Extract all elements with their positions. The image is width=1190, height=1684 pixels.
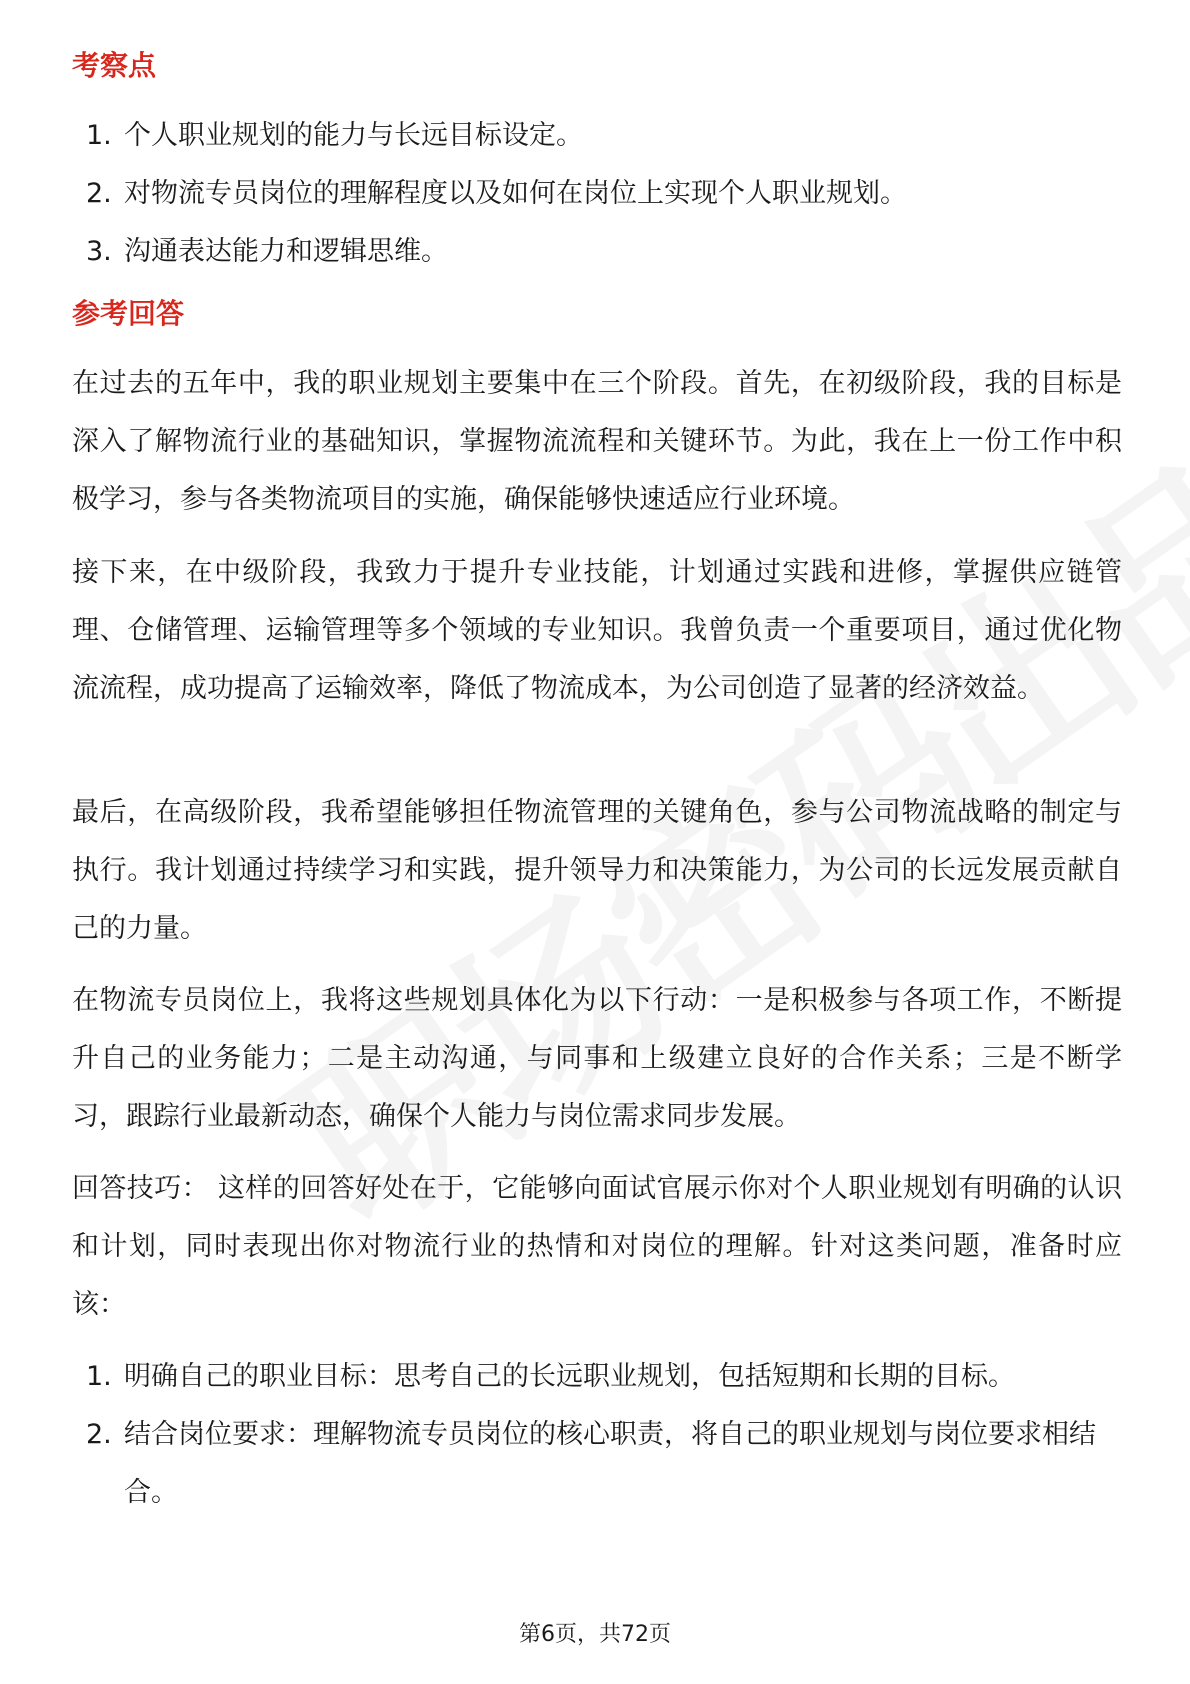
list-item: 2. 对物流专员岗位的理解程度以及如何在岗位上实现个人职业规划。 — [86, 178, 907, 209]
section-title-focus: 考察点 — [72, 49, 157, 82]
answer-paragraph-1: 在过去的五年中，我的职业规划主要集中在三个阶段。首先，在初级阶段，我的目标是深入了解物流行业的基础知识，掌握物流流程和关键环节。为此，我在上一份工作中积极学习，参与各类物流项目的实施，确保能够快速适应行业环境。 — [72, 368, 1122, 515]
focus-points-list — [72, 107, 1122, 281]
page-number: 第6页，共72页 — [519, 1622, 671, 1647]
answer-tips-intro: 回答技巧： 这样的回答好处在于，它能够向面试官展示你对个人职业规划有明确的认识和计划，同时表现出你对物流行业的热情和对岗位的理解。针对这类问题，准备时应该： — [72, 1173, 1122, 1320]
answer-paragraph-4: 在物流专员岗位上，我将这些规划具体化为以下行动：一是积极参与各项工作，不断提升自己的业务能力；二是主动沟通，与同事和上级建立良好的合作关系；三是不断学习，跟踪行业最新动态，确保个人能力与岗位需求同步发展。 — [72, 985, 1122, 1132]
list-item: 1. 个人职业规划的能力与长远目标设定。 — [86, 120, 583, 151]
tips-list — [72, 1348, 1122, 1522]
answer-paragraph-3: 最后，在高级阶段，我希望能够担任物流管理的关键角色，参与公司物流战略的制定与执行。我计划通过持续学习和实践，提升领导力和决策能力，为公司的长远发展贡献自己的力量。 — [72, 797, 1122, 944]
list-item: 2. 结合岗位要求：理解物流专员岗位的核心职责，将自己的职业规划与岗位要求相结合。 — [86, 1419, 1096, 1508]
section-title-answer: 参考回答 — [72, 297, 185, 330]
list-item: 3. 沟通表达能力和逻辑思维。 — [86, 236, 448, 267]
list-item: 1. 明确自己的职业目标：思考自己的长远职业规划，包括短期和长期的目标。 — [86, 1361, 1015, 1392]
answer-paragraph-2: 接下来，在中级阶段，我致力于提升专业技能，计划通过实践和进修，掌握供应链管理、仓储管理、运输管理等多个领域的专业知识。我曾负责一个重要项目，通过优化物流流程，成功提高了运输效率，降低了物流成本，为公司创造了显著的经济效益。 — [72, 557, 1122, 704]
